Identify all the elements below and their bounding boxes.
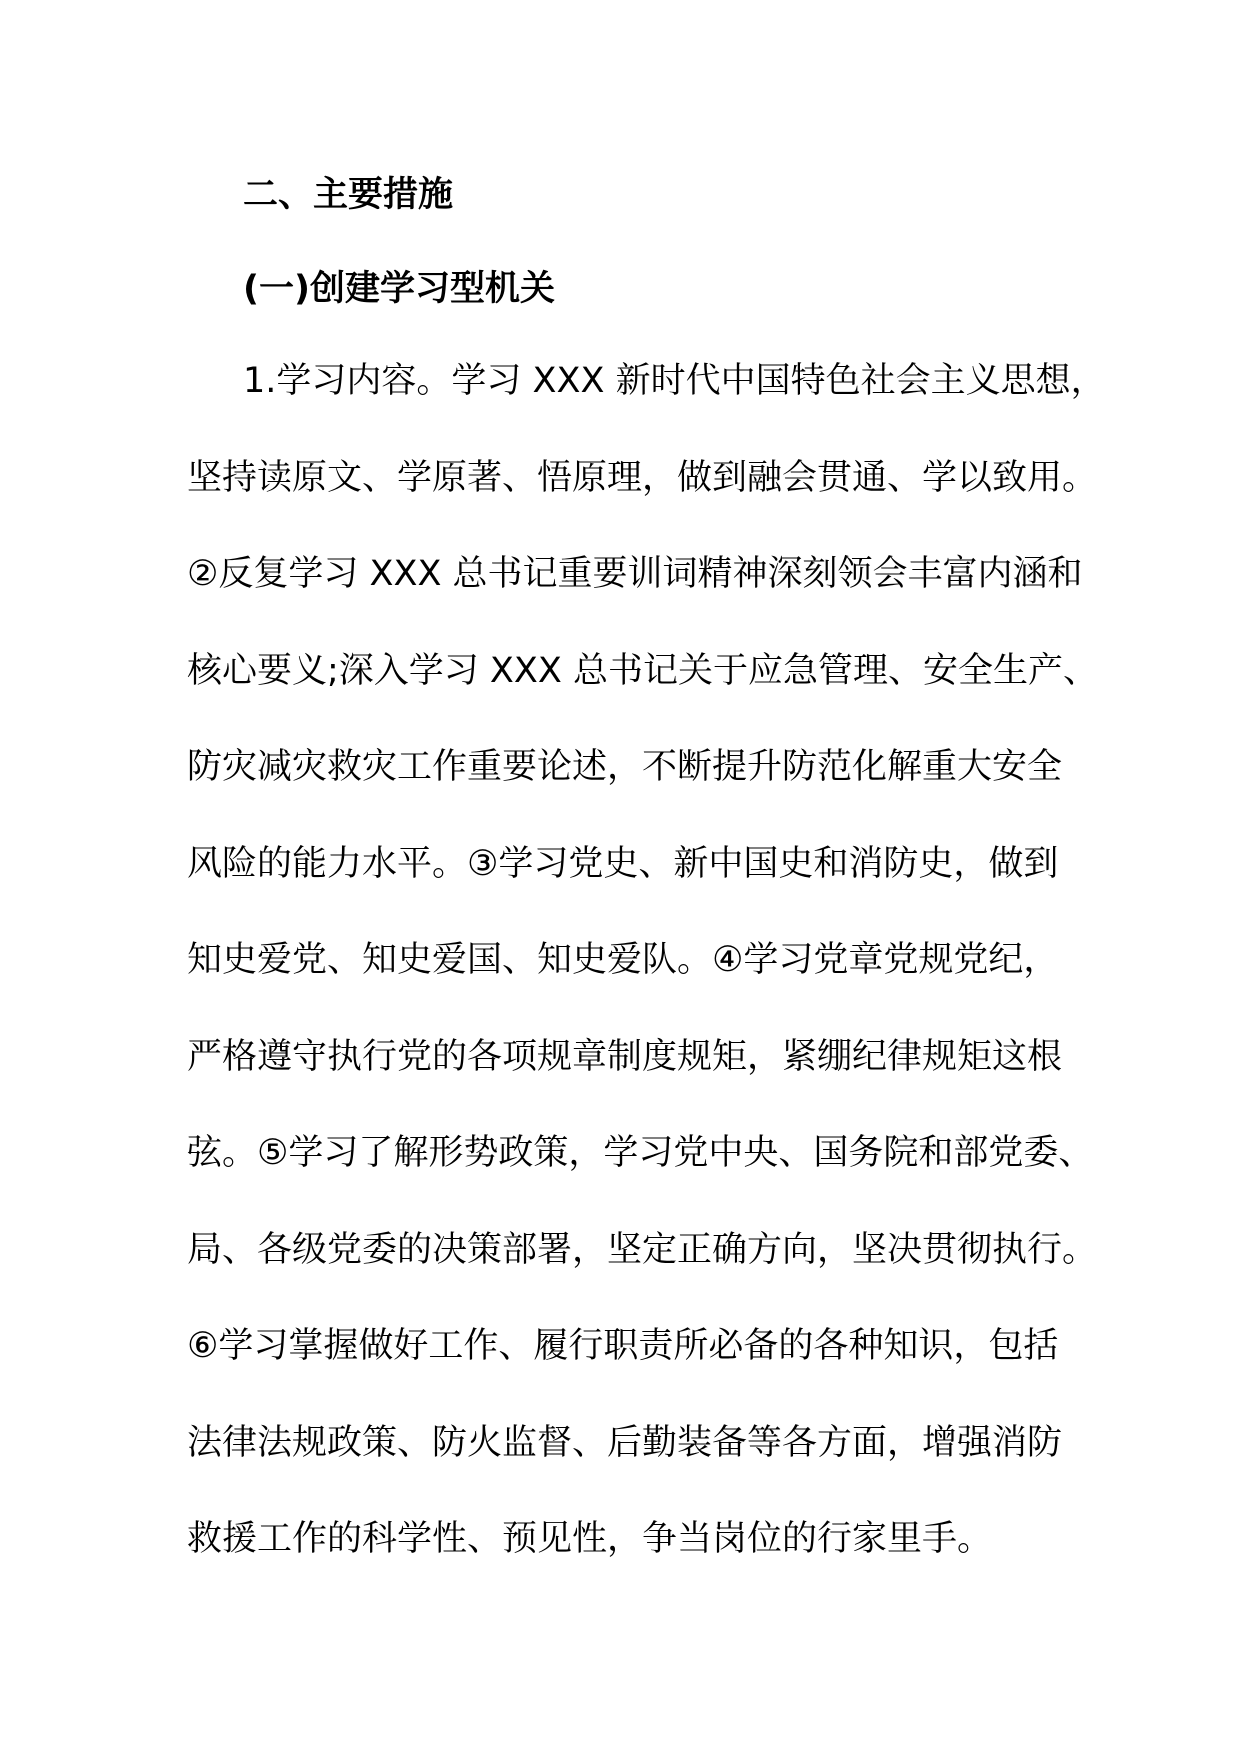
paragraph-line: 风险的能力水平。③学习党史、新中国史和消防史，做到	[187, 844, 1059, 884]
paragraph-line: 弦。⑤学习了解形势政策，学习党中央、国务院和部党委、	[187, 1133, 1094, 1173]
paragraph-line: 知史爱党、知史爱国、知史爱队。④学习党章党规党纪，	[187, 940, 1059, 980]
paragraph-line: 救援工作的科学性、预见性，争当岗位的行家里手。	[187, 1519, 993, 1559]
section-heading: 二、主要措施	[243, 175, 454, 215]
subsection-heading: (一)创建学习型机关	[243, 269, 555, 309]
paragraph-line: 防灾减灾救灾工作重要论述，不断提升防范化解重大安全	[187, 747, 1063, 787]
paragraph-line: ⑥学习掌握做好工作、履行职责所必备的各种知识，包括	[187, 1326, 1059, 1366]
paragraph-line: 核心要义;深入学习 XXX 总书记关于应急管理、安全生产、	[187, 651, 1098, 691]
paragraph-line: 严格遵守执行党的各项规章制度规矩，紧绷纪律规矩这根	[187, 1037, 1063, 1077]
paragraph-line: 坚持读原文、学原著、悟原理，做到融会贯通、学以致用。	[187, 458, 1098, 498]
paragraph-line: 法律法规政策、防火监督、后勤装备等各方面，增强消防	[187, 1423, 1063, 1463]
paragraph-line: 1.学习内容。学习 XXX 新时代中国特色社会主义思想，	[243, 361, 1106, 401]
paragraph-line: ②反复学习 XXX 总书记重要训词精神深刻领会丰富内涵和	[187, 554, 1083, 594]
paragraph-line: 局、各级党委的决策部署，坚定正确方向，坚决贯彻执行。	[187, 1230, 1098, 1270]
